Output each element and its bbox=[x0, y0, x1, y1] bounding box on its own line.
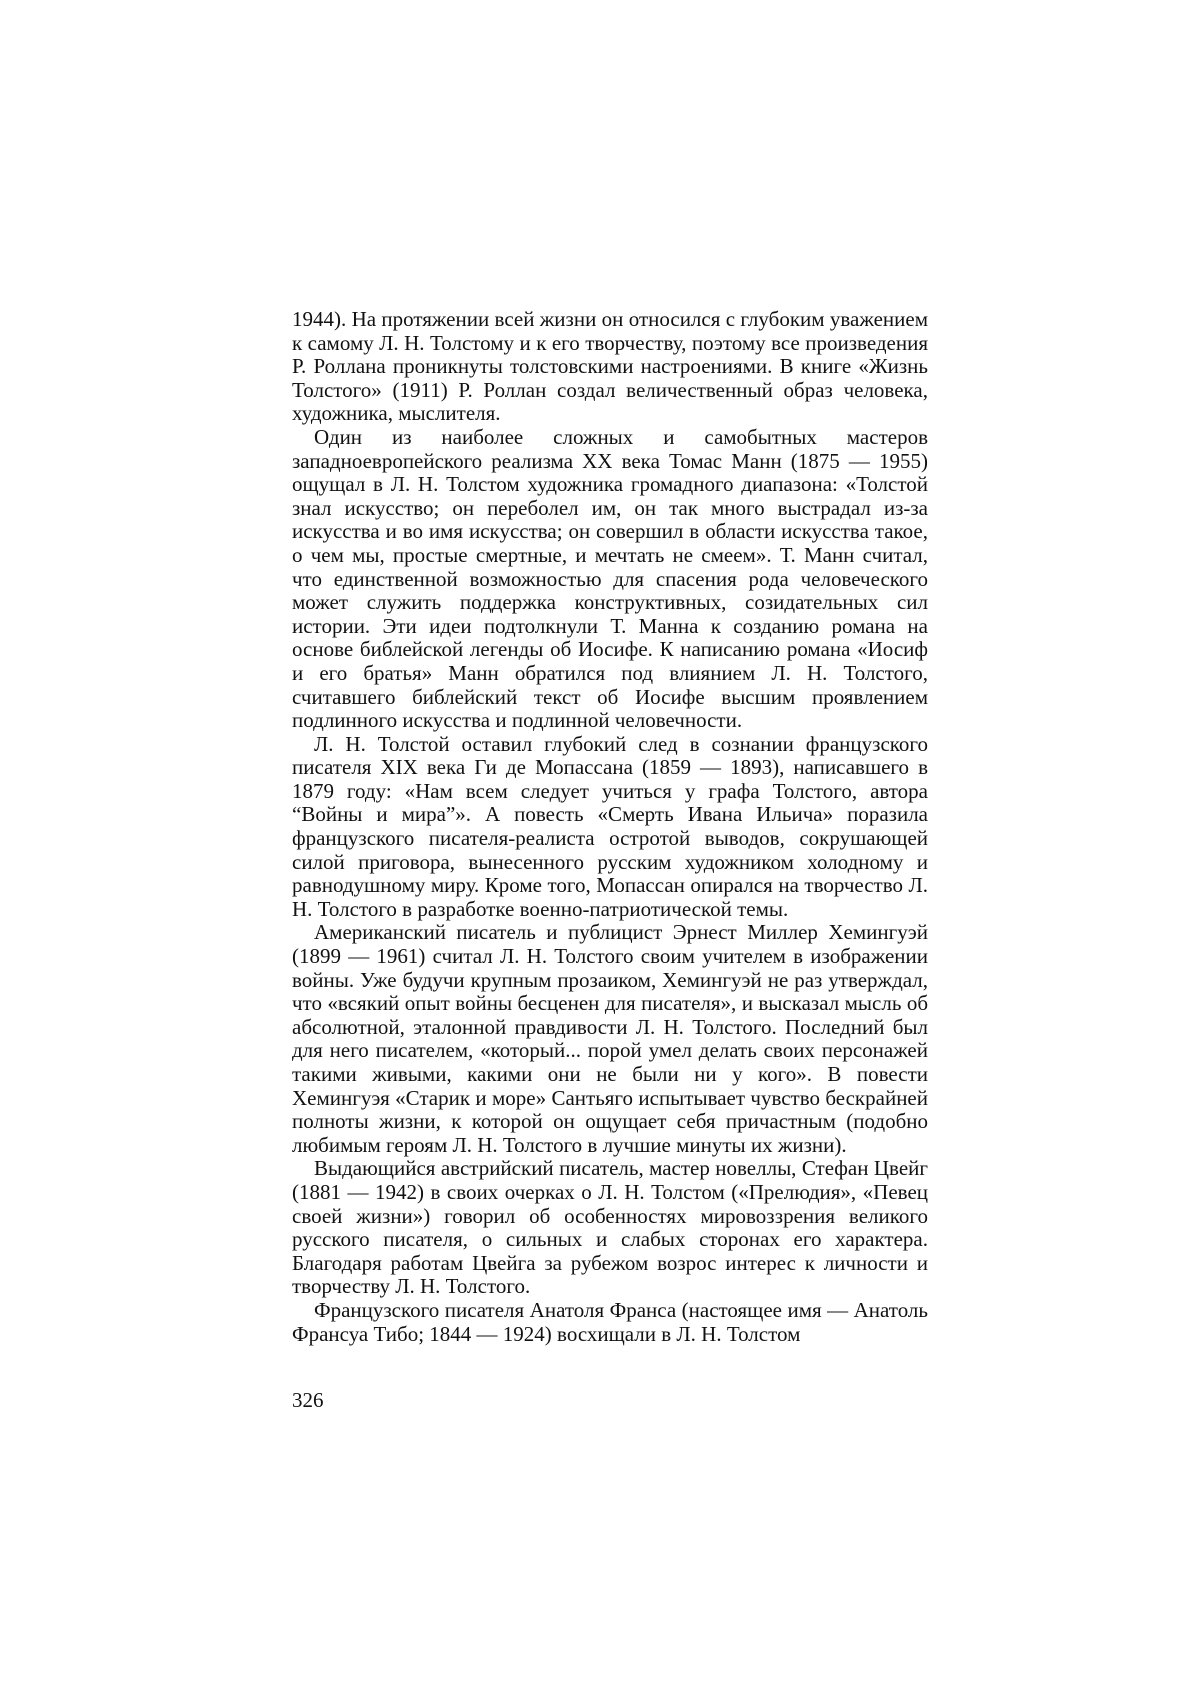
paragraph-stefan-zweig: Выдающийся австрийский писатель, мастер новеллы, Стефан Цвейг (1881 — 1942) в своих очерках о Л. Н. Толстом («Прелюдия», «Певец своей жизни») говорил об особенностях мировоззрения великого русского писателя, о сильных и слабых сторонах его характера. Благодаря работам Цвейга за рубежом возрос интерес к личности и творчеству Л. Н. Толстого. bbox=[292, 1156, 928, 1299]
paragraph-anatole-france: Французского писателя Анатоля Франса (настоящее имя — Анатоль Франсуа Тибо; 1844 — 1924) восхищали в Л. Н. Толстом bbox=[292, 1297, 928, 1346]
paragraph-maupassant: Л. Н. Толстой оставил глубокий след в сознании французского писателя XIX века Ги де Мопассана (1859 — 1893), написавшего в 1879 году: «Нам всем следует учиться у графа Толстого, автора “Войны и мира”». А повесть «Смерть Ивана Ильича» поразила французского писателя-реалиста остротой выводов, сокрушающей силой приговора, вынесенного русским художником холодному и равнодушному миру. Кроме того, Мопассан опирался на творчество Л. Н. Толстого в разработке военно-патриотической темы. bbox=[292, 731, 928, 921]
body-text bbox=[292, 308, 928, 1346]
paragraph-hemingway: Американский писатель и публицист Эрнест Миллер Хемингуэй (1899 — 1961) считал Л. Н. Толстого своим учителем в изображении войны. Уже будучи крупным прозаиком, Хемингуэй не раз утверждал, что «всякий опыт войны бесценен для писателя», и высказал мысль об абсолютной, эталонной правдивости Л. Н. Толстого. Последний был для него писателем, «который... порой умел делать своих персонажей такими живыми, какими они не были ни у кого». В повести Хемингуэя «Старик и море» Сантьяго испытывает чувство бескрайней полноты жизни, к которой он ощущает себя причастным (подобно любимым героям Л. Н. Толстого в лучшие минуты их жизни). bbox=[292, 920, 928, 1157]
paragraph-thomas-mann: Один из наиболее сложных и самобытных мастеров западноевропейского реализма XX века Томас Манн (1875 — 1955) ощущал в Л. Н. Толстом художника громадного диапазона: «Толстой знал искусство; он переболел им, он так много выстрадал из-за искусства и во имя искусства; он совершил в области искусства такое, о чем мы, простые смертные, и мечтать не смеем». Т. Манн считал, что единственной возможностью для спасения рода человеческого может служить поддержка конструктивных, созидательных сил истории. Эти идеи подтолкнули Т. Манна к созданию романа на основе библейской легенды об Иосифе. К написанию романа «Иосиф и его братья» Манн обратился под влиянием Л. Н. Толстого, считавшего библейский текст об Иосифе высшим проявлением подлинного искусства и подлинной человечности. bbox=[292, 424, 928, 733]
page-number: 326 bbox=[292, 1388, 324, 1412]
paragraph-romain-rolland: 1944). На протяжении всей жизни он относился с глубоким уважением к самому Л. Н. Толстому и к его творчеству, поэтому все произведения Р. Роллана проникнуты толстовскими настроениями. В книге «Жизнь Толстого» (1911) Р. Роллан создал величественный образ человека, художника, мыслителя. bbox=[292, 307, 928, 426]
